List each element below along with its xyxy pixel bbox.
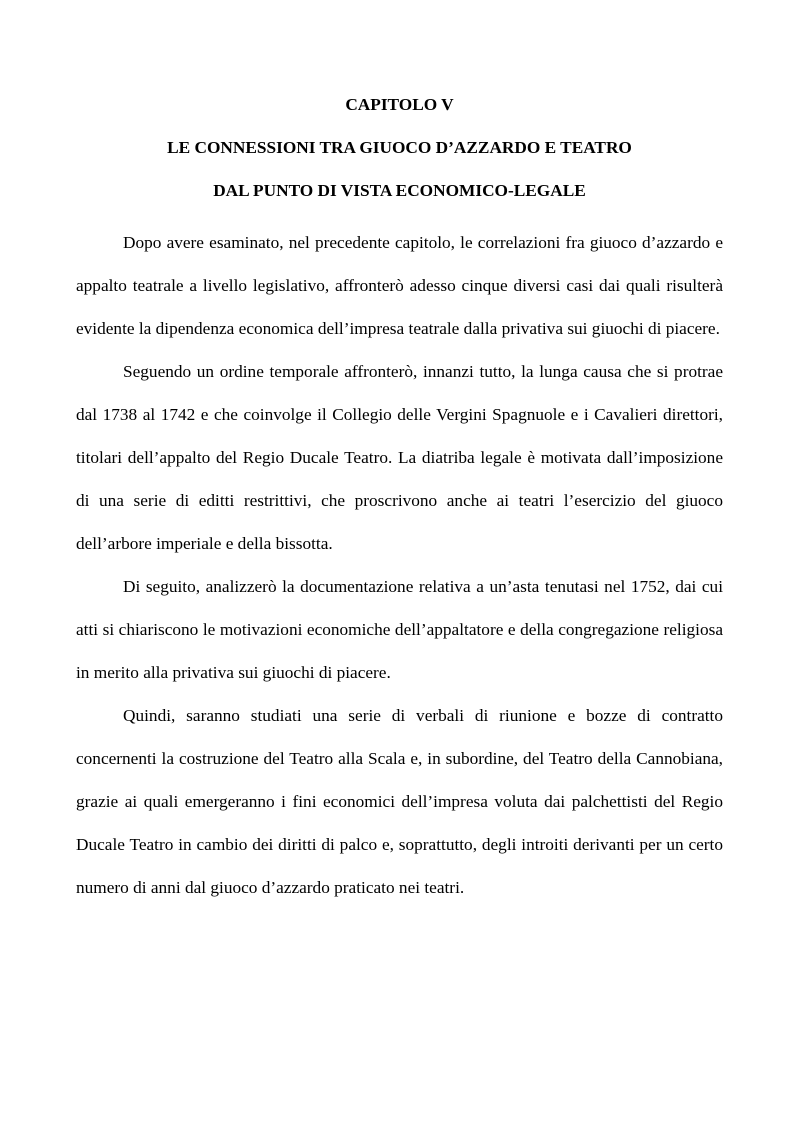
- paragraph-1: Dopo avere esaminato, nel precedente capitolo, le correlazioni fra giuoco d’azzardo e appalto teatrale a livello legislativo, affronterò adesso cinque diversi casi dai quali risulterà evidente la dipendenza economica dell’impresa teatrale dalla privativa sui giuochi di piacere.: [76, 233, 723, 338]
- document-page: [76, 94, 723, 909]
- chapter-title-line-2: DAL PUNTO DI VISTA ECONOMICO-LEGALE: [213, 181, 586, 200]
- paragraph-2: Seguendo un ordine temporale affronterò, innanzi tutto, la lunga causa che si protrae dal 1738 al 1742 e che coinvolge il Collegio delle Vergini Spagnuole e i Cavalieri direttori, titolari dell’appalto del Regio Ducale Teatro. La diatriba legale è motivata dall’imposizione di una serie di editti restrittivi, che proscrivono anche ai teatri l’esercizio del giuoco dell’arbore imperiale e della bissotta.: [76, 362, 723, 553]
- paragraph-4: Quindi, saranno studiati una serie di verbali di riunione e bozze di contratto concernenti la costruzione del Teatro alla Scala e, in subordine, del Teatro della Cannobiana, grazie ai quali emergeranno i fini economici dell’impresa voluta dai palchettisti del Regio Ducale Teatro in cambio dei diritti di palco e, soprattutto, degli introiti derivanti per un certo numero di anni dal giuoco d’azzardo praticato nei teatri.: [76, 706, 723, 897]
- chapter-title-line-1: LE CONNESSIONI TRA GIUOCO D’AZZARDO E TEATRO: [167, 138, 632, 157]
- chapter-body: [76, 221, 723, 909]
- paragraph-3: Di seguito, analizzerò la documentazione relativa a un’asta tenutasi nel 1752, dai cui atti si chiariscono le motivazioni economiche dell’appaltatore e della congregazione religiosa in merito alla privativa sui giuochi di piacere.: [76, 577, 723, 682]
- chapter-number: CAPITOLO V: [345, 95, 454, 114]
